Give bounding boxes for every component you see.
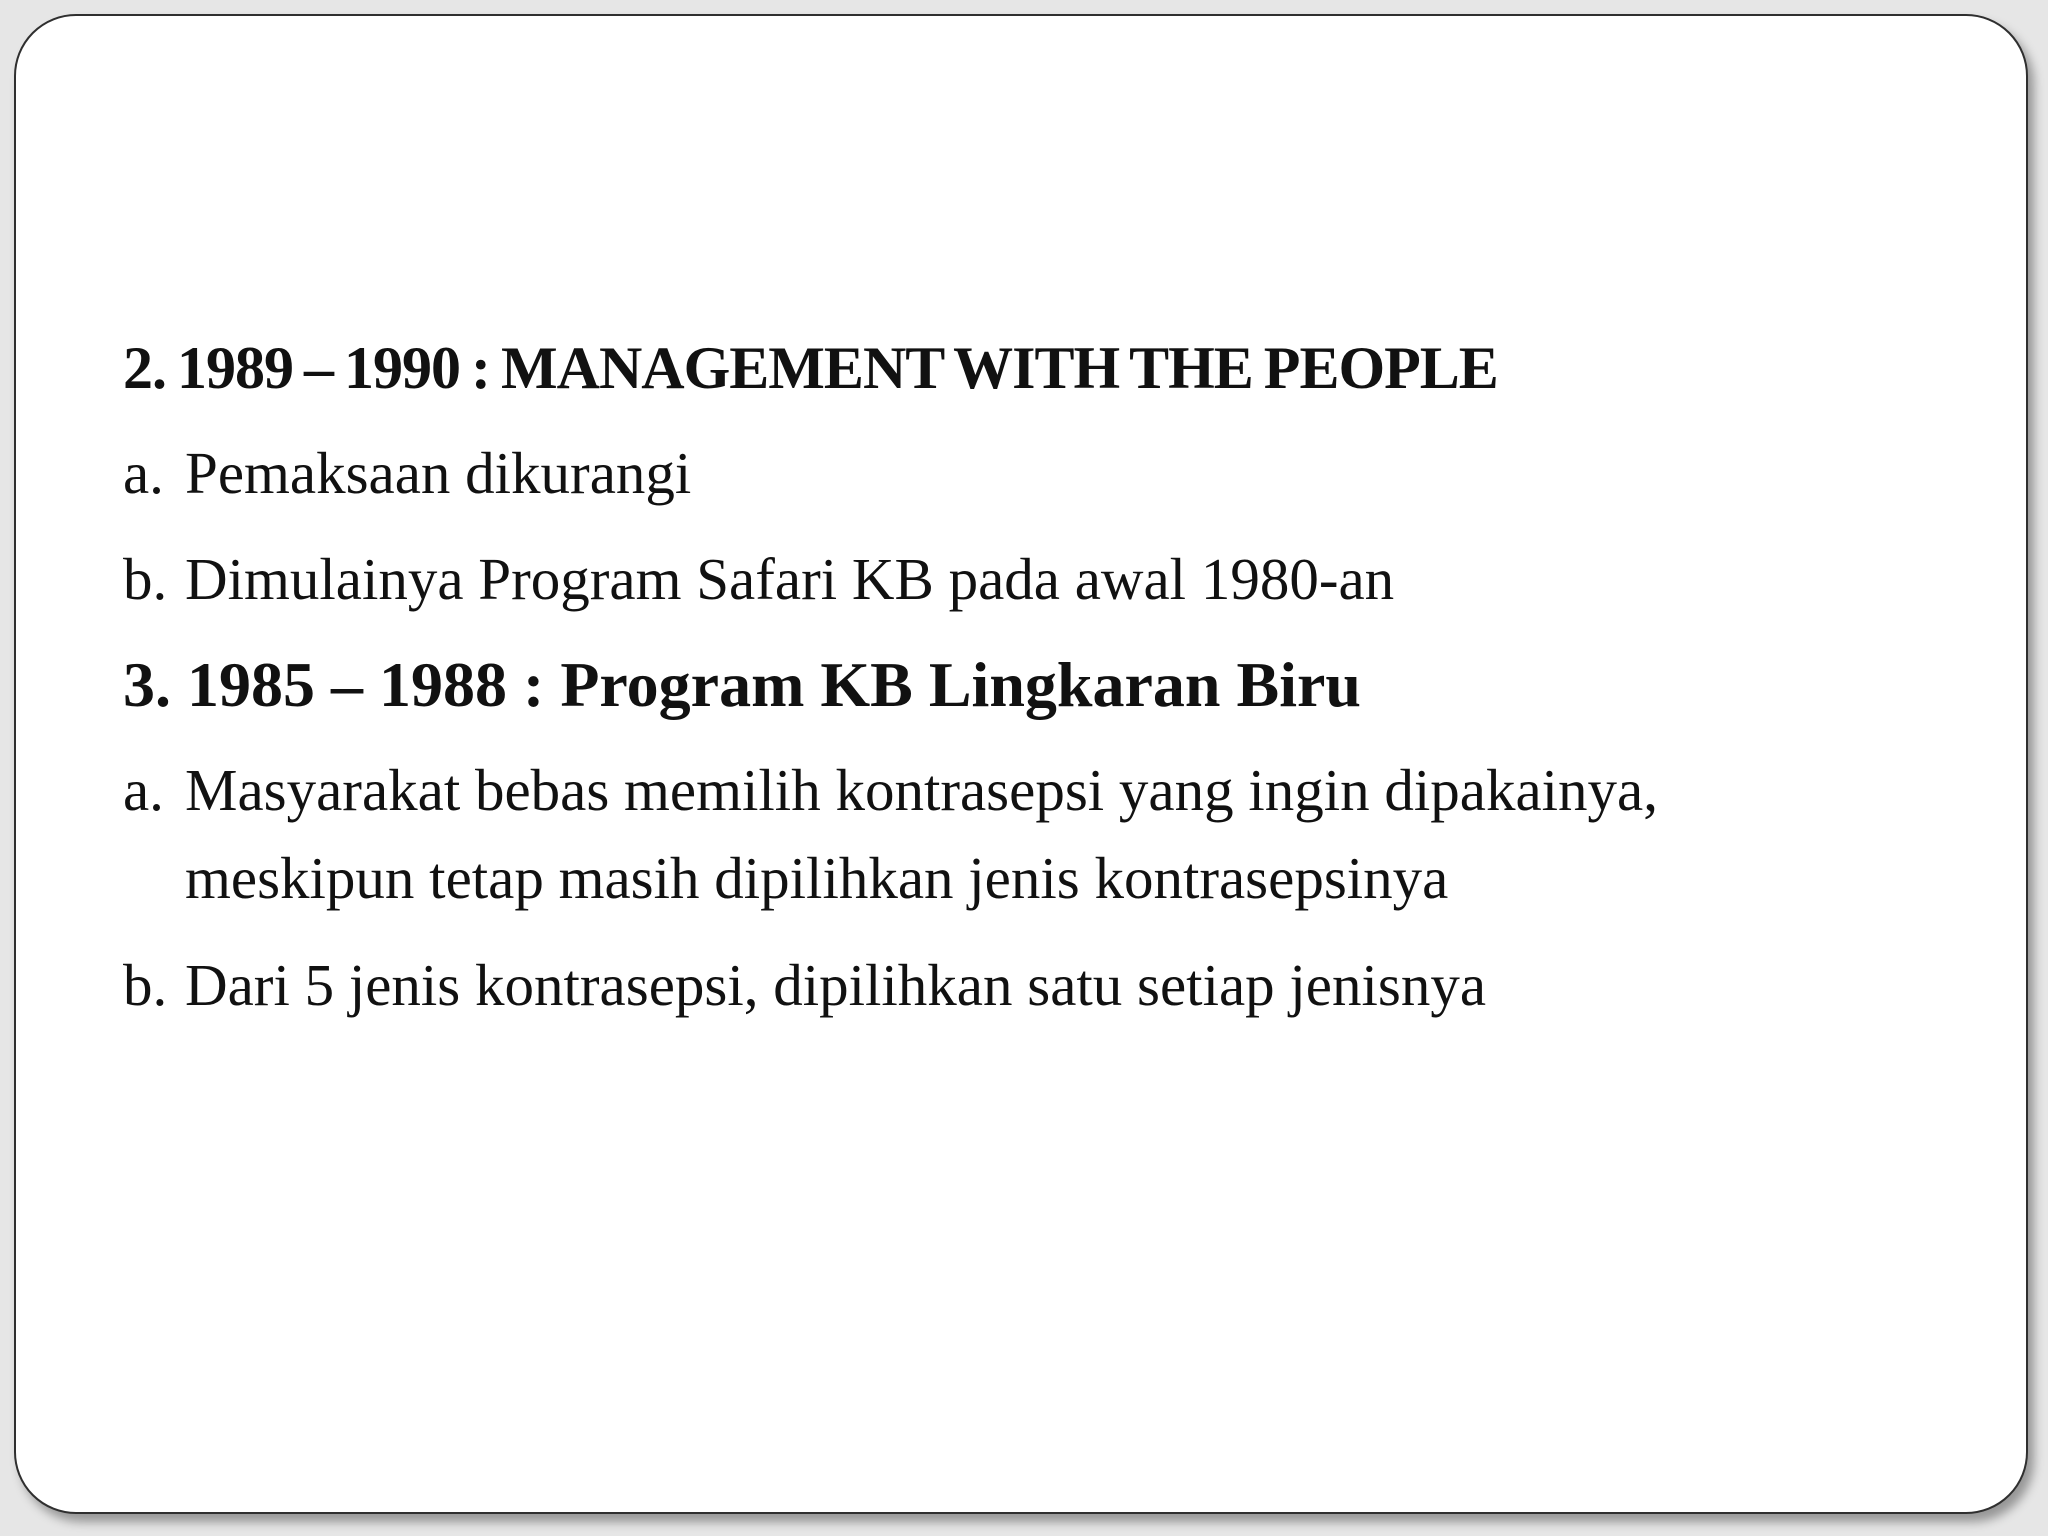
section-heading-1985-1988: 3. 1985 – 1988 : Program KB Lingkaran Biru <box>123 649 1361 720</box>
list-item-b-dari-5-jenis <box>123 932 1973 1038</box>
section-heading-1989-1990: 2. 1989 – 1990 : MANAGEMENT WITH THE PEOPLE <box>123 335 1498 401</box>
slide-content <box>123 316 1973 1038</box>
list-item-text: Dari 5 jenis kontrasepsi, dipilihkan satu setiap jenisnya <box>185 952 1487 1018</box>
list-item-text: Pemaksaan dikurangi <box>185 440 692 506</box>
list-item-a-pemaksaan <box>123 420 1973 526</box>
list-marker: a. <box>123 757 164 823</box>
list-item-a-masyarakat <box>123 738 1843 932</box>
list-marker: a. <box>123 440 164 506</box>
list-item-b-safari-kb <box>123 526 1973 632</box>
list-marker: b. <box>123 952 168 1018</box>
list-item-text: Dimulainya Program Safari KB pada awal 1980-an <box>185 546 1395 612</box>
list-item-text: Masyarakat bebas memilih kontrasepsi yang ingin dipakainya, meskipun tetap masih dipilihkan jenis kontrasepsinya <box>185 757 1658 911</box>
slide-frame <box>14 14 2028 1514</box>
list-marker: b. <box>123 546 168 612</box>
